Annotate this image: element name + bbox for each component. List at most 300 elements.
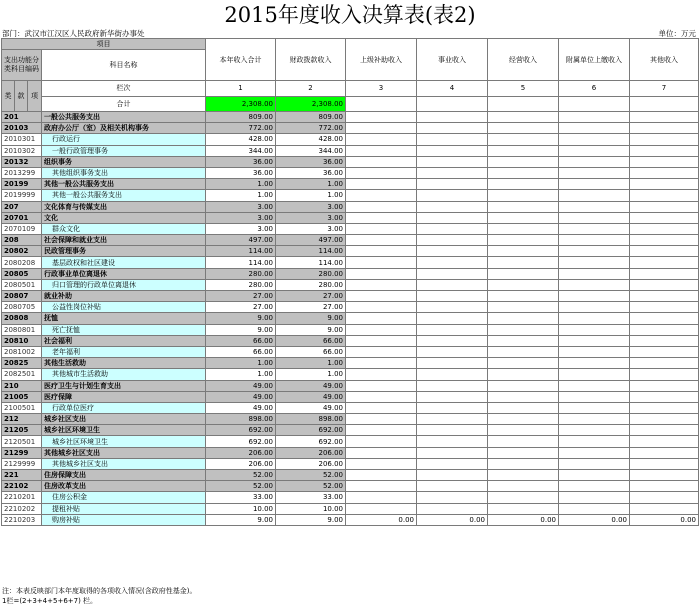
col-num-6: 6	[559, 81, 630, 97]
row-name: 抚恤	[42, 313, 206, 324]
table-row	[2, 470, 699, 481]
row-value-7	[630, 190, 699, 201]
row-value-3	[346, 402, 417, 413]
table-row	[2, 313, 699, 324]
table-row	[2, 436, 699, 447]
row-name: 文化	[42, 212, 206, 223]
row-value-5	[488, 369, 559, 380]
row-value-3	[346, 481, 417, 492]
row-value-7	[630, 335, 699, 346]
row-code: 20103	[2, 123, 42, 134]
row-value-7	[630, 324, 699, 335]
row-value-6	[559, 369, 630, 380]
total-value-6	[559, 96, 630, 112]
row-value-1: 3.00	[206, 223, 276, 234]
row-value-6	[559, 246, 630, 257]
row-code: 20199	[2, 179, 42, 190]
row-value-4	[417, 447, 488, 458]
row-value-5	[488, 391, 559, 402]
row-value-2: 9.00	[276, 514, 346, 525]
row-value-2: 49.00	[276, 391, 346, 402]
row-value-1: 52.00	[206, 470, 276, 481]
row-value-4	[417, 246, 488, 257]
row-value-3	[346, 369, 417, 380]
row-value-3	[346, 302, 417, 313]
row-value-2: 280.00	[276, 279, 346, 290]
table-row	[2, 235, 699, 246]
row-value-3	[346, 346, 417, 357]
row-name: 基层政权和社区建设	[42, 257, 206, 268]
row-value-6	[559, 145, 630, 156]
row-value-5	[488, 167, 559, 178]
row-value-2: 206.00	[276, 458, 346, 469]
row-value-1: 809.00	[206, 112, 276, 123]
row-value-3	[346, 235, 417, 246]
col-num-1: 1	[206, 81, 276, 97]
row-value-5	[488, 190, 559, 201]
row-value-2: 3.00	[276, 201, 346, 212]
total-value-7	[630, 96, 699, 112]
row-code: 20807	[2, 291, 42, 302]
row-value-7	[630, 134, 699, 145]
row-value-3	[346, 179, 417, 190]
row-value-4	[417, 190, 488, 201]
row-value-3	[346, 112, 417, 123]
row-value-1: 1.00	[206, 179, 276, 190]
row-name: 其他城乡社区支出	[42, 458, 206, 469]
row-value-7	[630, 257, 699, 268]
row-value-3	[346, 268, 417, 279]
row-value-4	[417, 223, 488, 234]
row-value-2: 36.00	[276, 156, 346, 167]
table-row	[2, 201, 699, 212]
row-value-1: 10.00	[206, 503, 276, 514]
row-name: 住房公积金	[42, 492, 206, 503]
header-col-2: 财政拨款收入	[276, 39, 346, 81]
row-value-5	[488, 380, 559, 391]
report-title: 2015年度收入决算表(表2)	[224, 3, 476, 27]
col-num-7: 7	[630, 81, 699, 97]
row-name: 其他城市生活救助	[42, 369, 206, 380]
row-code: 20808	[2, 313, 42, 324]
row-value-6	[559, 112, 630, 123]
total-value-4	[417, 96, 488, 112]
row-value-6	[559, 167, 630, 178]
row-value-6: 0.00	[559, 514, 630, 525]
total-label: 合计	[42, 96, 206, 112]
row-value-3: 0.00	[346, 514, 417, 525]
row-value-6	[559, 302, 630, 313]
row-value-1: 52.00	[206, 481, 276, 492]
row-value-2: 49.00	[276, 402, 346, 413]
row-name: 死亡抚恤	[42, 324, 206, 335]
row-value-5	[488, 201, 559, 212]
table-row	[2, 447, 699, 458]
row-name: 提租补贴	[42, 503, 206, 514]
row-value-5	[488, 324, 559, 335]
row-code: 2100501	[2, 402, 42, 413]
header-kuan: 款	[15, 81, 28, 112]
row-value-2: 772.00	[276, 123, 346, 134]
row-value-2: 898.00	[276, 414, 346, 425]
header-col-6: 附属单位上缴收入	[559, 39, 630, 81]
row-name: 行政单位医疗	[42, 402, 206, 413]
row-value-4	[417, 268, 488, 279]
row-value-4	[417, 179, 488, 190]
row-code: 2010301	[2, 134, 42, 145]
row-value-4	[417, 235, 488, 246]
table-row	[2, 145, 699, 156]
row-value-4	[417, 425, 488, 436]
row-code: 21299	[2, 447, 42, 458]
row-name: 城乡社区环境卫生	[42, 425, 206, 436]
row-value-7	[630, 112, 699, 123]
row-value-4	[417, 346, 488, 357]
table-row	[2, 302, 699, 313]
row-value-3	[346, 380, 417, 391]
row-value-2: 1.00	[276, 358, 346, 369]
row-value-6	[559, 391, 630, 402]
row-code: 2210201	[2, 492, 42, 503]
row-value-5	[488, 145, 559, 156]
row-value-2: 206.00	[276, 447, 346, 458]
row-value-2: 114.00	[276, 257, 346, 268]
row-value-6	[559, 335, 630, 346]
row-code: 2082501	[2, 369, 42, 380]
row-value-5	[488, 179, 559, 190]
row-value-5	[488, 257, 559, 268]
table-row	[2, 346, 699, 357]
row-name: 组织事务	[42, 156, 206, 167]
row-value-7	[630, 156, 699, 167]
row-value-1: 280.00	[206, 268, 276, 279]
row-value-6	[559, 358, 630, 369]
row-value-3	[346, 391, 417, 402]
row-code: 221	[2, 470, 42, 481]
table-row	[2, 458, 699, 469]
row-value-7	[630, 481, 699, 492]
row-code: 20810	[2, 335, 42, 346]
table-row	[2, 123, 699, 134]
row-value-4	[417, 134, 488, 145]
row-value-3	[346, 190, 417, 201]
row-value-4	[417, 156, 488, 167]
row-value-5	[488, 134, 559, 145]
row-value-4	[417, 324, 488, 335]
row-value-3	[346, 145, 417, 156]
row-value-7	[630, 346, 699, 357]
table-row	[2, 190, 699, 201]
row-value-7	[630, 268, 699, 279]
row-value-6	[559, 257, 630, 268]
row-value-1: 772.00	[206, 123, 276, 134]
table-row	[2, 514, 699, 525]
row-value-6	[559, 380, 630, 391]
row-value-7	[630, 414, 699, 425]
row-value-5	[488, 302, 559, 313]
row-value-5	[488, 358, 559, 369]
unit-label: 单位：万元	[658, 29, 696, 38]
table-row	[2, 279, 699, 290]
header-col-4: 事业收入	[417, 39, 488, 81]
row-name: 城乡社区环境卫生	[42, 436, 206, 447]
row-value-2: 27.00	[276, 302, 346, 313]
row-value-5	[488, 123, 559, 134]
row-value-4	[417, 458, 488, 469]
row-value-1: 497.00	[206, 235, 276, 246]
row-value-5: 0.00	[488, 514, 559, 525]
row-value-5	[488, 481, 559, 492]
row-value-3	[346, 279, 417, 290]
row-value-5	[488, 335, 559, 346]
row-value-4	[417, 212, 488, 223]
row-value-4	[417, 380, 488, 391]
row-value-5	[488, 212, 559, 223]
row-value-4	[417, 358, 488, 369]
row-value-4	[417, 503, 488, 514]
row-value-5	[488, 414, 559, 425]
row-value-7	[630, 380, 699, 391]
row-name: 一般行政管理事务	[42, 145, 206, 156]
row-value-1: 280.00	[206, 279, 276, 290]
row-value-2: 1.00	[276, 369, 346, 380]
row-value-7: 0.00	[630, 514, 699, 525]
row-value-7	[630, 201, 699, 212]
row-value-2: 428.00	[276, 134, 346, 145]
row-value-6	[559, 436, 630, 447]
row-value-7	[630, 313, 699, 324]
row-value-3	[346, 447, 417, 458]
table-row	[2, 391, 699, 402]
table-row	[2, 492, 699, 503]
row-value-7	[630, 212, 699, 223]
row-value-7	[630, 425, 699, 436]
row-value-1: 1.00	[206, 369, 276, 380]
row-code: 2210203	[2, 514, 42, 525]
row-value-2: 1.00	[276, 190, 346, 201]
row-value-4	[417, 414, 488, 425]
row-value-1: 114.00	[206, 257, 276, 268]
row-value-4	[417, 481, 488, 492]
row-value-4	[417, 201, 488, 212]
row-value-6	[559, 268, 630, 279]
row-value-7	[630, 145, 699, 156]
row-code: 212	[2, 414, 42, 425]
row-name: 社会保障和就业支出	[42, 235, 206, 246]
row-value-6	[559, 402, 630, 413]
row-value-7	[630, 167, 699, 178]
row-code: 208	[2, 235, 42, 246]
header-code-label: 支出功能分类科目编码	[2, 50, 42, 81]
row-value-6	[559, 414, 630, 425]
row-value-5	[488, 279, 559, 290]
row-code: 2120501	[2, 436, 42, 447]
row-value-3	[346, 212, 417, 223]
row-name: 购房补贴	[42, 514, 206, 525]
row-value-5	[488, 112, 559, 123]
row-value-4	[417, 436, 488, 447]
row-value-2: 280.00	[276, 268, 346, 279]
row-name: 其他组织事务支出	[42, 167, 206, 178]
row-value-6	[559, 346, 630, 357]
row-value-5	[488, 346, 559, 357]
footnote-1: 注：本表反映部门本年度取得的各项收入情况(含政府性基金)。	[2, 587, 197, 595]
row-value-1: 692.00	[206, 425, 276, 436]
row-code: 22102	[2, 481, 42, 492]
row-value-2: 692.00	[276, 436, 346, 447]
row-value-2: 3.00	[276, 212, 346, 223]
row-value-6	[559, 235, 630, 246]
row-value-1: 898.00	[206, 414, 276, 425]
table-row	[2, 414, 699, 425]
row-value-1: 1.00	[206, 190, 276, 201]
row-value-3	[346, 458, 417, 469]
department-label: 部门：武汉市江汉区人民政府新华街办事处	[2, 29, 145, 38]
row-value-6	[559, 458, 630, 469]
row-name: 其他城乡社区支出	[42, 447, 206, 458]
row-value-6	[559, 279, 630, 290]
total-value-2: 2,308.00	[276, 96, 346, 112]
row-code: 2080705	[2, 302, 42, 313]
row-value-6	[559, 324, 630, 335]
row-name: 医疗卫生与计划生育支出	[42, 380, 206, 391]
row-name: 就业补助	[42, 291, 206, 302]
col-num-5: 5	[488, 81, 559, 97]
row-value-3	[346, 492, 417, 503]
row-value-5	[488, 235, 559, 246]
row-value-1: 206.00	[206, 458, 276, 469]
row-value-4	[417, 291, 488, 302]
row-value-5	[488, 156, 559, 167]
table-row	[2, 425, 699, 436]
row-value-1: 66.00	[206, 335, 276, 346]
row-value-1: 36.00	[206, 167, 276, 178]
row-name: 医疗保障	[42, 391, 206, 402]
row-value-2: 9.00	[276, 313, 346, 324]
row-value-4	[417, 145, 488, 156]
footnotes	[2, 586, 196, 606]
row-value-7	[630, 358, 699, 369]
row-value-2: 3.00	[276, 223, 346, 234]
row-value-1: 27.00	[206, 291, 276, 302]
row-value-3	[346, 436, 417, 447]
header-col-3: 上级补助收入	[346, 39, 417, 81]
row-value-6	[559, 503, 630, 514]
row-value-4	[417, 470, 488, 481]
table-row	[2, 369, 699, 380]
row-name: 老年福利	[42, 346, 206, 357]
table-row	[2, 156, 699, 167]
row-value-4	[417, 257, 488, 268]
row-value-7	[630, 246, 699, 257]
row-code: 2080501	[2, 279, 42, 290]
row-value-2: 33.00	[276, 492, 346, 503]
col-num-4: 4	[417, 81, 488, 97]
row-value-3	[346, 167, 417, 178]
total-row	[2, 96, 699, 112]
row-value-3	[346, 335, 417, 346]
table-row	[2, 481, 699, 492]
row-value-3	[346, 470, 417, 481]
header-lanci: 栏次	[42, 81, 206, 97]
row-value-6	[559, 212, 630, 223]
col-num-3: 3	[346, 81, 417, 97]
table-row	[2, 402, 699, 413]
header-col-1: 本年收入合计	[206, 39, 276, 81]
row-value-3	[346, 358, 417, 369]
row-value-6	[559, 179, 630, 190]
row-value-5	[488, 425, 559, 436]
row-value-3	[346, 156, 417, 167]
row-value-4	[417, 302, 488, 313]
row-value-4	[417, 492, 488, 503]
table-row	[2, 291, 699, 302]
row-code: 201	[2, 112, 42, 123]
row-name: 城乡社区支出	[42, 414, 206, 425]
table-row	[2, 503, 699, 514]
table-row	[2, 134, 699, 145]
row-value-5	[488, 458, 559, 469]
row-value-1: 9.00	[206, 324, 276, 335]
row-value-2: 36.00	[276, 167, 346, 178]
row-value-1: 27.00	[206, 302, 276, 313]
table-row	[2, 268, 699, 279]
row-value-3	[346, 123, 417, 134]
row-value-3	[346, 246, 417, 257]
row-value-7	[630, 391, 699, 402]
row-value-6	[559, 425, 630, 436]
row-value-5	[488, 268, 559, 279]
header-col-5: 经营收入	[488, 39, 559, 81]
row-value-3	[346, 201, 417, 212]
row-value-1: 344.00	[206, 145, 276, 156]
row-value-7	[630, 447, 699, 458]
row-value-7	[630, 369, 699, 380]
row-value-4	[417, 123, 488, 134]
row-value-3	[346, 324, 417, 335]
row-value-7	[630, 235, 699, 246]
row-code: 2080208	[2, 257, 42, 268]
table-row	[2, 167, 699, 178]
row-value-4	[417, 313, 488, 324]
row-value-2: 692.00	[276, 425, 346, 436]
row-value-1: 36.00	[206, 156, 276, 167]
row-value-6	[559, 470, 630, 481]
row-code: 2129999	[2, 458, 42, 469]
row-value-7	[630, 503, 699, 514]
row-value-6	[559, 201, 630, 212]
row-value-5	[488, 313, 559, 324]
row-code: 2019999	[2, 190, 42, 201]
table-row	[2, 257, 699, 268]
row-name: 住房改革支出	[42, 481, 206, 492]
total-value-5	[488, 96, 559, 112]
row-code: 2070109	[2, 223, 42, 234]
row-value-7	[630, 223, 699, 234]
row-code: 20825	[2, 358, 42, 369]
row-value-1: 1.00	[206, 358, 276, 369]
row-value-5	[488, 223, 559, 234]
row-name: 公益性岗位补贴	[42, 302, 206, 313]
row-value-7	[630, 179, 699, 190]
row-code: 20802	[2, 246, 42, 257]
row-code: 210	[2, 380, 42, 391]
row-value-2: 49.00	[276, 380, 346, 391]
row-value-4	[417, 279, 488, 290]
row-code: 2080801	[2, 324, 42, 335]
col-num-2: 2	[276, 81, 346, 97]
row-code: 2081002	[2, 346, 42, 357]
